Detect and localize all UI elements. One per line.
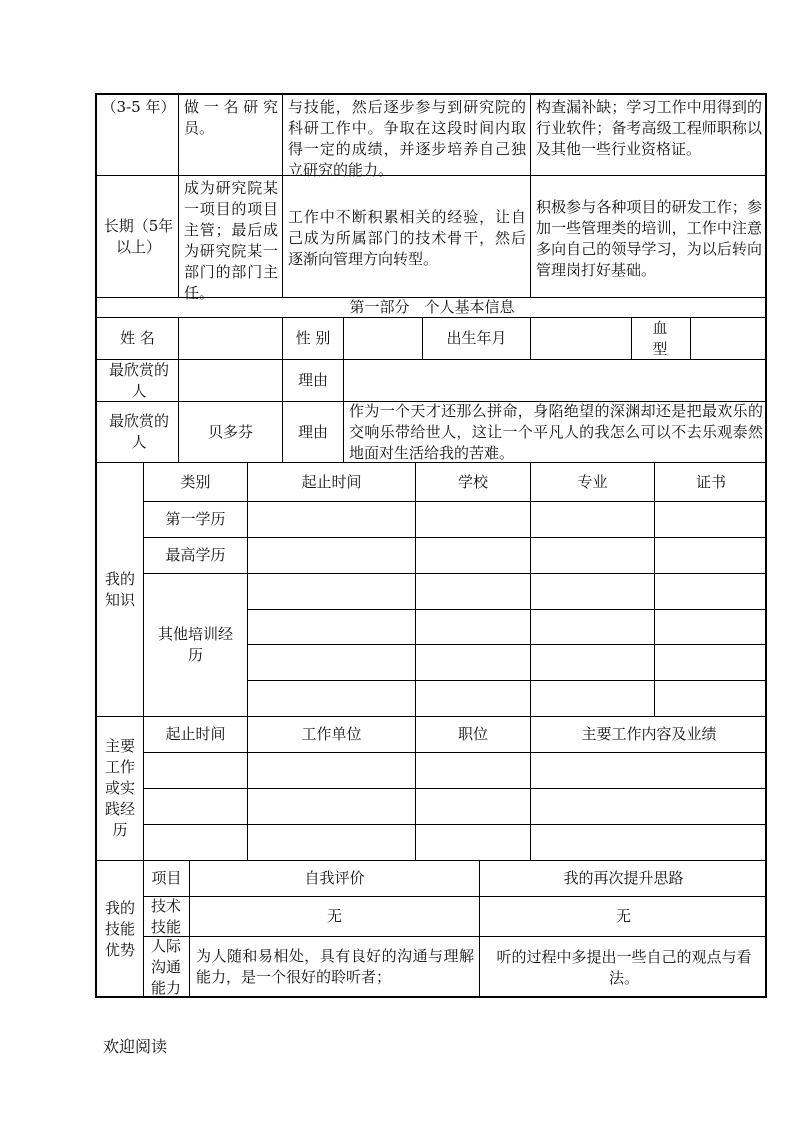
reason-text[interactable]: 作为一个天才还那么拼命，身陷绝望的深渊却还是把最欢乐的交响乐带给世人，这让一个平凡人的我怎么可以不去乐观泰然地面对生活给我的苦难。	[349, 402, 763, 462]
highest-degree-label: 最高学历	[165, 546, 226, 564]
blood-label: 血型	[652, 318, 668, 358]
row-divider	[143, 824, 767, 825]
admired-person[interactable]: 贝多芬	[207, 422, 253, 441]
col-header: 我的再次提升思路	[563, 869, 684, 887]
col-divider	[282, 95, 283, 297]
row-divider	[143, 788, 767, 789]
blood-value[interactable]	[691, 318, 767, 359]
col-header: 项目	[151, 869, 182, 887]
row-divider	[247, 644, 767, 645]
row-divider	[247, 609, 767, 610]
skill-item: 技术技能	[150, 896, 181, 936]
col-header: 职位	[457, 725, 488, 743]
skill-improve[interactable]: 无	[615, 907, 631, 925]
long-goal: 成为研究院某一项目的项目主管；最后成为研究院某一部门的部门主任。	[184, 179, 278, 302]
name-value[interactable]	[179, 318, 282, 359]
mid-approach: 与技能，然后逐步参与到研究院的科研工作中。争取在这段时间内取得一定的成绩，并逐步培养自己独立研究的能力。	[288, 98, 526, 179]
row-divider	[143, 573, 767, 574]
reason-label: 理由	[297, 371, 328, 389]
birth-label: 出生年月	[446, 329, 507, 347]
col-divider	[631, 317, 632, 359]
col-header: 学校	[457, 472, 488, 491]
name-label: 姓 名	[120, 329, 155, 347]
skill-improve[interactable]: 听的过程中多提出一些自己的观点与看法。	[496, 947, 752, 987]
long-period: 长期（5年以上）	[103, 216, 174, 256]
birth-value[interactable]	[531, 318, 631, 359]
admired-person[interactable]	[179, 360, 282, 401]
skill-item: 人际沟通能力	[150, 937, 181, 997]
row-divider	[247, 680, 767, 681]
skill-self-eval[interactable]: 无	[326, 907, 342, 925]
gender-label: 性 别	[295, 329, 331, 347]
knowledge-label: 我的知识	[104, 569, 135, 609]
col-header: 证书	[695, 472, 726, 491]
admired-label: 最欣赏的人	[109, 360, 170, 400]
gender-value[interactable]	[344, 318, 422, 359]
first-degree-label: 第一学历	[165, 510, 226, 528]
skills-label: 我的技能优势	[104, 899, 135, 959]
mid-period: （3-5 年）	[101, 98, 176, 116]
experience-label: 主要工作或实践经历	[104, 737, 135, 839]
reason-label: 理由	[297, 422, 328, 441]
col-divider	[178, 95, 179, 297]
col-divider	[530, 95, 531, 297]
col-header: 专业	[577, 472, 608, 491]
mid-actions: 构查漏补缺；学习工作中用得到的行业软件；备考高级工程师职称以及其他一些行业资格证。	[536, 98, 762, 158]
skill-self-eval[interactable]: 为人随和易相处，具有良好的沟通与理解能力，是一个很好的聆听者；	[196, 947, 474, 986]
row-divider	[143, 752, 767, 753]
career-plan-table	[95, 93, 767, 998]
footer-text: 欢迎阅读	[103, 1037, 168, 1056]
admired-label: 最欣赏的人	[109, 412, 170, 451]
col-header: 起止时间	[165, 725, 226, 743]
long-approach: 工作中不断积累相关的经验，让自己成为所属部门的技术骨干，然后逐渐向管理方向转型。	[288, 208, 526, 268]
other-training-label: 其他培训经历	[157, 625, 233, 664]
mid-goal: 做一名研究员。	[184, 98, 278, 137]
section-title: 第一部分 个人基本信息	[349, 298, 515, 316]
col-header: 自我评价	[304, 869, 365, 887]
col-header: 类别	[180, 472, 211, 491]
col-header: 主要工作内容及业绩	[581, 725, 717, 743]
long-actions: 积极参与各种项目的研发工作；参加一些管理类的培训，工作中注意多向自己的领导学习，为以后转向管理岗打好基础。	[536, 198, 762, 279]
col-header: 起止时间	[301, 472, 362, 491]
col-header: 工作单位	[301, 725, 362, 743]
